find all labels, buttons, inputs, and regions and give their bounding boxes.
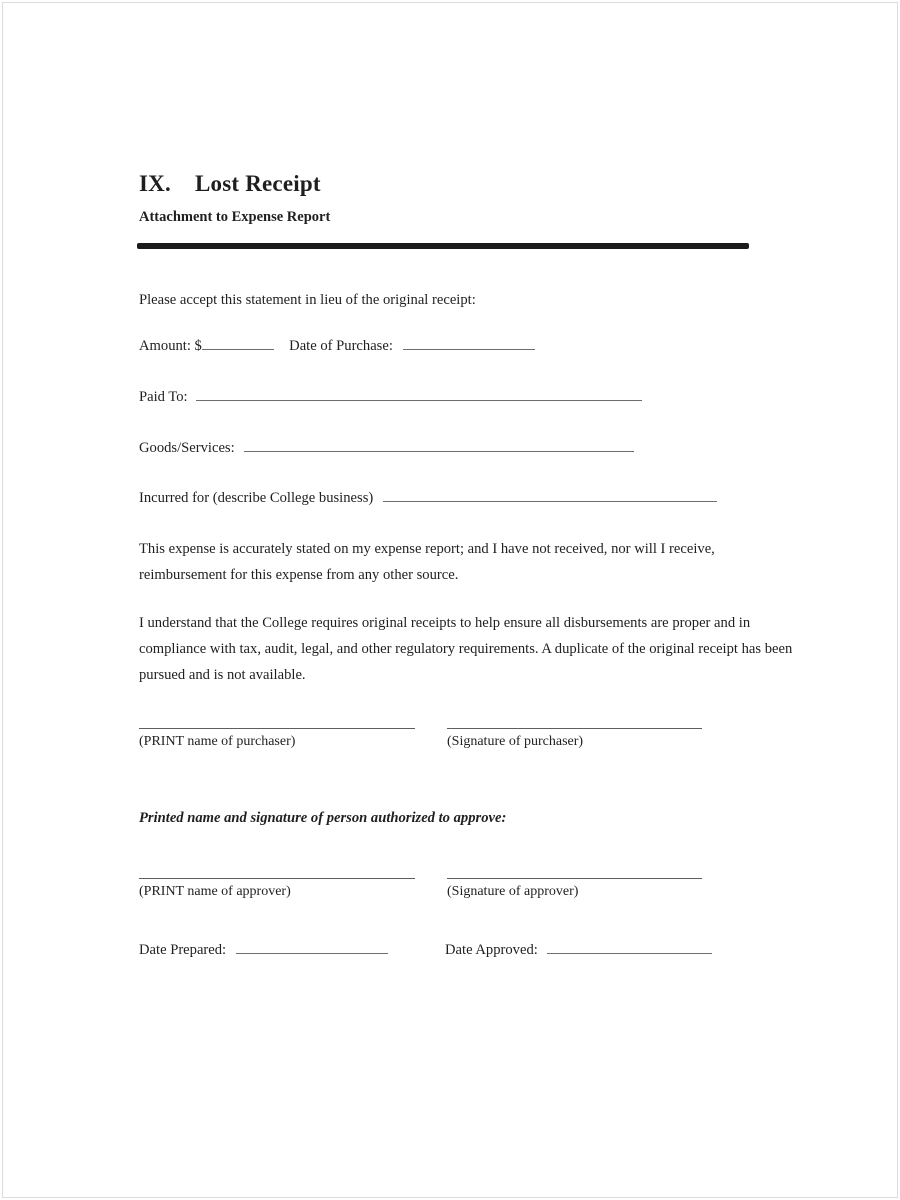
date-prepared-field — [139, 940, 388, 959]
paid-to-blank — [196, 387, 642, 401]
paid-to-row — [139, 387, 642, 406]
approver-signature-line — [447, 878, 702, 879]
page-border — [2, 2, 898, 1198]
date-prepared-blank — [236, 940, 388, 954]
section-number: IX. — [139, 171, 171, 196]
intro-statement: Please accept this statement in lieu of the original receipt: — [139, 292, 476, 308]
approver-print-name-label: (PRINT name of approver) — [139, 884, 291, 899]
date-approved-field — [445, 940, 712, 959]
amount-and-purchase-date-row — [139, 336, 535, 355]
header-divider-rule — [137, 243, 749, 249]
purchaser-print-name-line — [139, 728, 415, 729]
section-title — [139, 171, 321, 197]
amount-blank — [202, 336, 274, 350]
approver-signature-block — [447, 878, 702, 900]
date-of-purchase-label: Date of Purchase: — [289, 338, 393, 354]
incurred-for-row — [139, 488, 717, 507]
goods-services-row — [139, 438, 634, 457]
page-title: Lost Receipt — [195, 171, 321, 196]
date-prepared-label: Date Prepared: — [139, 942, 227, 958]
goods-services-blank — [244, 438, 634, 452]
date-of-purchase-blank — [403, 336, 535, 350]
purchaser-signature-label: (Signature of purchaser) — [447, 734, 584, 749]
goods-services-label: Goods/Services: — [139, 440, 235, 456]
incurred-for-label: Incurred for (describe College business) — [139, 490, 374, 506]
date-approved-blank — [547, 940, 712, 954]
approver-print-name-block — [139, 878, 415, 900]
page-subtitle: Attachment to Expense Report — [139, 209, 331, 225]
purchaser-signature-line — [447, 728, 702, 729]
date-approved-label: Date Approved: — [445, 942, 538, 958]
incurred-for-blank — [383, 488, 717, 502]
amount-label: Amount: $ — [139, 338, 202, 354]
paid-to-label: Paid To: — [139, 389, 188, 405]
purchaser-signature-block — [447, 728, 702, 750]
statement-no-reimbursement: This expense is accurately stated on my expense report; and I have not received, nor will I receive, reimbursement for this expense from any other source. — [139, 541, 715, 583]
statement-college-policy: I understand that the College requires original receipts to help ensure all disbursements are proper and in compliance with tax, audit, legal, and other regulatory requirements. A duplicate of the original receipt has been pursued and is not available. — [139, 615, 793, 683]
approver-signature-label: (Signature of approver) — [447, 884, 579, 899]
approver-section-heading: Printed name and signature of person authorized to approve: — [139, 810, 507, 826]
approver-print-name-line — [139, 878, 415, 879]
purchaser-print-name-label: (PRINT name of purchaser) — [139, 734, 296, 749]
purchaser-print-name-block — [139, 728, 415, 750]
